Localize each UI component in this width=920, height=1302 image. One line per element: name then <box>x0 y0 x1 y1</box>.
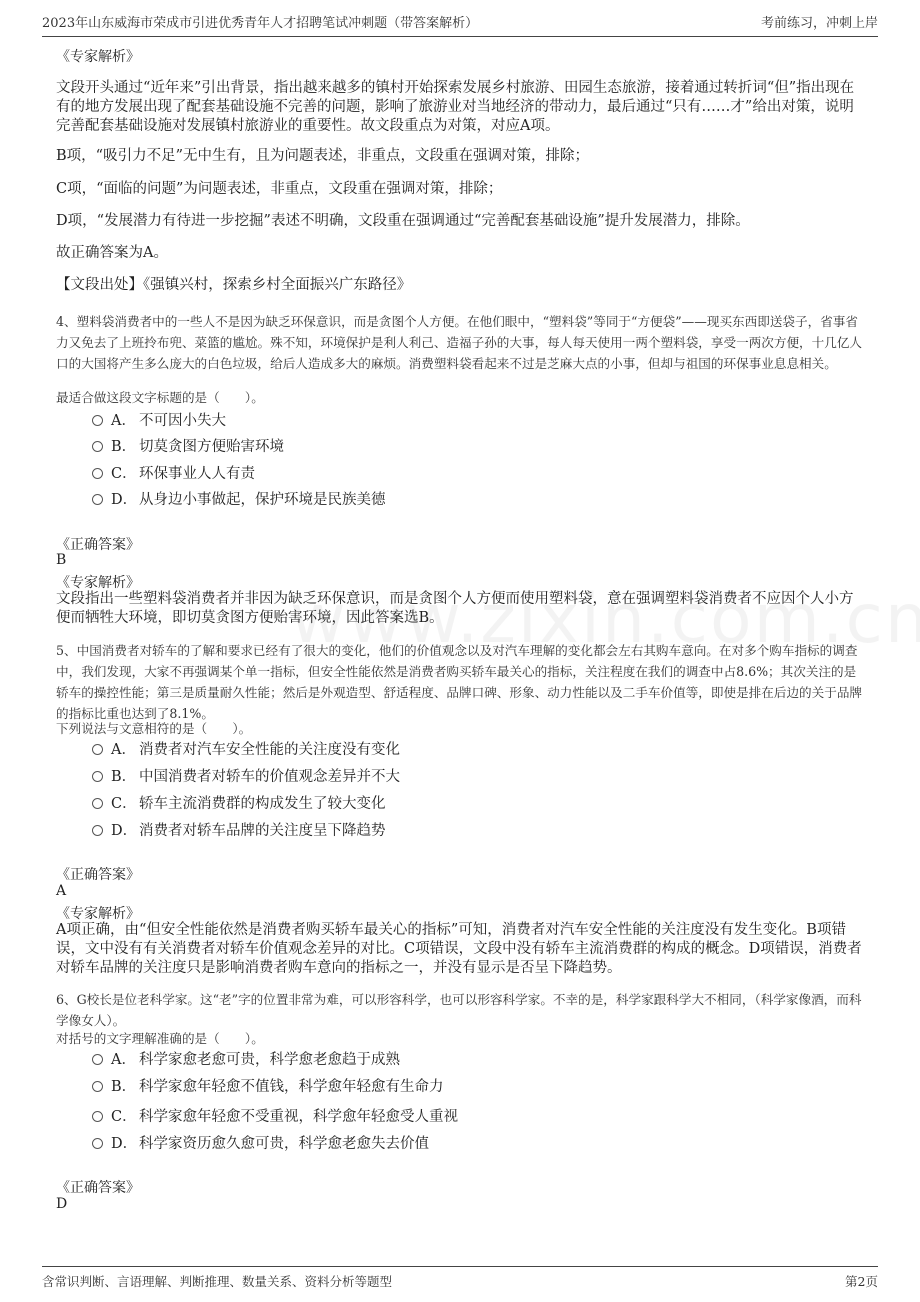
radio-icon[interactable] <box>92 1081 103 1092</box>
q5-analysis: A项正确，由“但安全性能依然是消费者购买轿车最关心的指标”可知，消费者对汽车安全性能的关注度没有发生变化。B项错误，文中没有有关消费者对轿车价值观念差异的对比。C项错误，文段中没有轿车主流消费群的构成的概念。D项错误，消费者对轿车品牌的关注度只是影响消费者购车意向的指标之一，并没有显示是否呈下降趋势。 <box>56 922 862 976</box>
option-key: C． <box>111 466 137 482</box>
q4-option-b[interactable] <box>92 436 284 458</box>
q4-answer: B <box>56 552 67 568</box>
option-text: 科学家愈老愈可贵，科学愈老愈趋于成熟 <box>139 1052 400 1068</box>
q6-answer: D <box>56 1196 68 1212</box>
option-key: A． <box>111 1052 136 1068</box>
option-key: B． <box>111 769 137 785</box>
q6-option-a[interactable] <box>92 1049 400 1071</box>
q3-analysis-main: 文段开头通过“近年来”引出背景，指出越来越多的镇村开始探索发展乡村旅游、田园生态旅游，接着通过转折词“但”指出现在有的地方发展出现了配套基础设施不完善的问题，影响了旅游业对当地经济的带动力，最后通过“只有……才”给出对策，说明完善配套基础设施对发展镇村旅游业的重要性。故文段重点为对策，对应A项。 <box>56 80 855 134</box>
q6-option-d[interactable] <box>92 1133 429 1155</box>
q4-answer-label: 《正确答案》 <box>56 537 140 553</box>
q5-analysis-label: 《专家解析》 <box>56 906 140 922</box>
q4-option-c[interactable] <box>92 463 255 485</box>
q5-option-a[interactable] <box>92 739 400 761</box>
option-text: 切莫贪图方便贻害环境 <box>139 439 284 455</box>
q5-answer-label: 《正确答案》 <box>56 867 140 883</box>
q3-option-c-note: C项，“面临的问题”为问题表述，非重点，文段重在强调对策，排除； <box>56 181 503 197</box>
option-text: 轿车主流消费群的构成发生了较大变化 <box>139 796 386 812</box>
q5-option-c[interactable] <box>92 793 386 815</box>
header-slogan: 考前练习，冲刺上岸 <box>760 16 878 31</box>
option-key: A． <box>111 742 136 758</box>
radio-icon[interactable] <box>92 771 103 782</box>
q5-option-b[interactable] <box>92 766 400 788</box>
radio-icon[interactable] <box>92 744 103 755</box>
radio-icon[interactable] <box>92 1111 103 1122</box>
option-key: D． <box>111 1136 138 1152</box>
q6-question: 对括号的文字理解准确的是（ ）。 <box>56 1031 264 1046</box>
q5-question: 下列说法与文意相符的是（ ）。 <box>56 721 252 736</box>
option-text: 环保事业人人有责 <box>139 466 255 482</box>
option-key: C． <box>111 796 137 812</box>
q3-analysis-text <box>56 79 866 136</box>
q3-analysis-label: 《专家解析》 <box>56 49 140 65</box>
radio-icon[interactable] <box>92 1054 103 1065</box>
radio-icon[interactable] <box>92 494 103 505</box>
q4-analysis: 文段指出一些塑料袋消费者并非因为缺乏环保意识，而是贪图个人方便而使用塑料袋，意在强调塑料袋消费者不应因个人小方便而牺牲大环境，即切莫贪图方便贻害环境，因此答案选B。 <box>56 591 854 626</box>
footer-description: 含常识判断、言语理解、判断推理、数量关系、资料分析等题型 <box>42 1274 393 1289</box>
q6-option-c[interactable] <box>92 1106 458 1128</box>
option-key: D． <box>111 492 138 508</box>
option-text: 科学家愈年轻愈不受重视，科学愈年轻愈受人重视 <box>139 1109 458 1125</box>
q3-source: 【文段出处】《强镇兴村，探索乡村全面振兴广东路径》 <box>56 277 412 293</box>
option-text: 科学家资历愈久愈可贵，科学愈老愈失去价值 <box>139 1136 429 1152</box>
q5-stem: 5、中国消费者对轿车的了解和要求已经有了很大的变化，他们的价值观念以及对汽车理解的变化都会左右其购车意向。在对多个购车指标的调查中，我们发现，大家不再强调某个单一指标，但安全性能依然是消费者购买轿车最关心的指标，关注程度在我们的调查中占8.6%；其次关注的是轿车的操控性能；第三是质量耐久性能；然后是外观造型、舒适程度、品牌口碑、形象、动力性能以及二手车价值等，即使是排在后边的关于品牌的指标比重也达到了8.1%。 <box>56 643 862 721</box>
q4-analysis-label: 《专家解析》 <box>56 575 140 591</box>
document-title: 2023年山东威海市荣成市引进优秀青年人才招聘笔试冲刺题（带答案解析） <box>42 16 479 31</box>
option-key: C． <box>111 1109 137 1125</box>
option-text: 消费者对轿车品牌的关注度呈下降趋势 <box>139 823 386 839</box>
option-text: 中国消费者对轿车的价值观念差异并不大 <box>139 769 400 785</box>
page-header <box>42 10 878 37</box>
q6-option-b[interactable] <box>92 1076 444 1098</box>
q4-option-a[interactable] <box>92 410 226 432</box>
radio-icon[interactable] <box>92 798 103 809</box>
q3-conclusion: 故正确答案为A。 <box>56 245 168 261</box>
q6-answer-label: 《正确答案》 <box>56 1180 140 1196</box>
radio-icon[interactable] <box>92 441 103 452</box>
q5-answer: A <box>56 883 67 899</box>
option-text: 从身边小事做起，保护环境是民族美德 <box>139 492 386 508</box>
radio-icon[interactable] <box>92 415 103 426</box>
q5-option-d[interactable] <box>92 820 386 842</box>
radio-icon[interactable] <box>92 825 103 836</box>
q4-stem: 4、塑料袋消费者中的一些人不是因为缺乏环保意识，而是贪图个人方便。在他们眼中，“塑料袋”等同于“方便袋”——现买东西即送袋子，省事省力又免去了上班拎布兜、菜篮的尴尬。殊不知，环境保护是利人利己、造福子孙的大事，每人每天使用一两个塑料袋，享受一两次方便，十几亿人口的大国将产生多么庞大的白色垃圾，给后人造成多大的麻烦。消费塑料袋看起来不过是芝麻大点的小事，但却与祖国的环保事业息息相关。 <box>56 314 862 371</box>
page-number: 第2页 <box>845 1274 878 1289</box>
option-text: 科学家愈年轻愈不值钱，科学愈年轻愈有生命力 <box>139 1079 444 1095</box>
option-text: 不可因小失大 <box>139 413 226 429</box>
q3-option-d-note: D项，“发展潜力有待进一步挖掘”表述不明确，文段重在强调通过“完善配套基础设施”提升发展潜力，排除。 <box>56 213 750 229</box>
option-key: A． <box>111 413 136 429</box>
option-key: B． <box>111 1079 137 1095</box>
option-key: D． <box>111 823 138 839</box>
q4-question: 最适合做这段文字标题的是（ ）。 <box>56 390 264 405</box>
q3-option-b-note: B项，“吸引力不足”无中生有，且为问题表述，非重点，文段重在强调对策，排除； <box>56 148 589 164</box>
page-footer <box>42 1266 878 1293</box>
radio-icon[interactable] <box>92 468 103 479</box>
radio-icon[interactable] <box>92 1138 103 1149</box>
option-key: B． <box>111 439 137 455</box>
q4-option-d[interactable] <box>92 489 386 511</box>
q6-stem: 6、G校长是位老科学家。这“老”字的位置非常为难，可以形容科学，也可以形容科学家。不幸的是，科学家跟科学大不相同，（科学家像酒，而科学像女人）。 <box>56 992 862 1028</box>
option-text: 消费者对汽车安全性能的关注度没有变化 <box>139 742 400 758</box>
